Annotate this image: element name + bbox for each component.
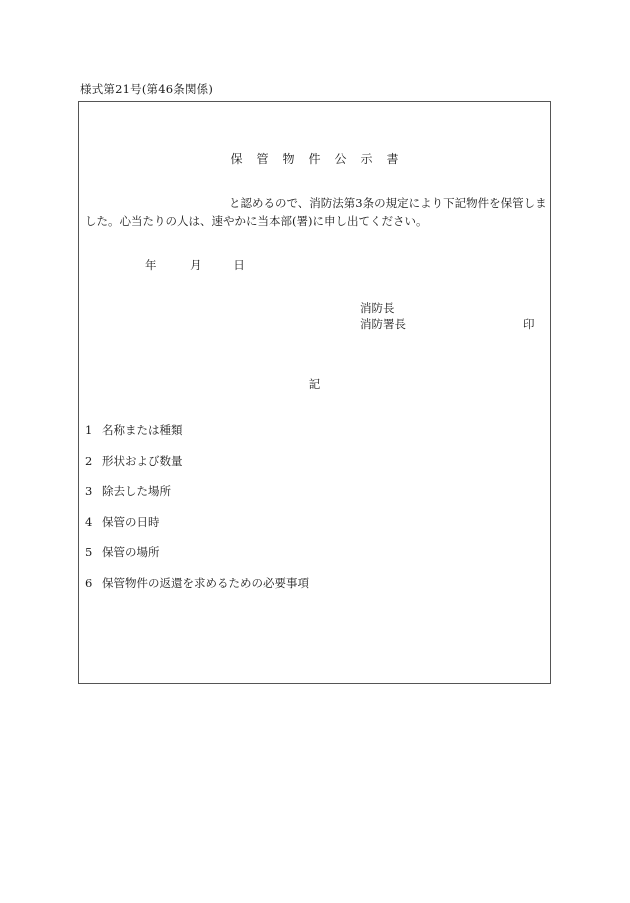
document-title: 保管物件公示書 [230,152,413,166]
list-item [85,453,309,484]
notice-body-line-1: と認めるので、消防法第3条の規定により下記物件を保管しま [229,196,547,210]
list-item [85,575,309,606]
date-year-label: 年 [145,258,157,272]
date-month-label: 月 [190,258,202,272]
date-line [145,257,245,273]
ki-heading: 記 [308,377,321,391]
list-item [85,422,309,453]
item-number: 5 [85,545,93,559]
form-number-label: 様式第21号(第46条関係) [80,82,214,96]
station-chief-title: 消防署長 [360,317,406,331]
list-item [85,483,309,514]
list-item [85,544,309,575]
item-label: 保管の場所 [102,545,160,559]
item-list [85,422,309,605]
date-day-label: 日 [233,258,245,272]
notice-body-line-2: した。心当たりの人は、速やかに当本部(署)に申し出てください。 [85,214,428,228]
item-label: 保管の日時 [102,514,160,529]
notice-frame [78,101,551,684]
item-number: 4 [85,514,93,529]
notice-body [85,194,545,230]
item-label: 形状および数量 [102,453,183,468]
item-number: 3 [85,484,93,498]
item-label: 名称または種類 [102,423,183,437]
item-label: 保管物件の返還を求めるための必要事項 [102,575,309,590]
item-number: 1 [85,423,93,437]
item-number: 2 [85,453,93,468]
list-item [85,514,309,545]
item-label: 除去した場所 [102,484,171,498]
fire-chief-title: 消防長 [360,301,395,315]
item-number: 6 [85,575,93,590]
signer-block [360,300,406,332]
seal-mark: 印 [523,317,535,331]
